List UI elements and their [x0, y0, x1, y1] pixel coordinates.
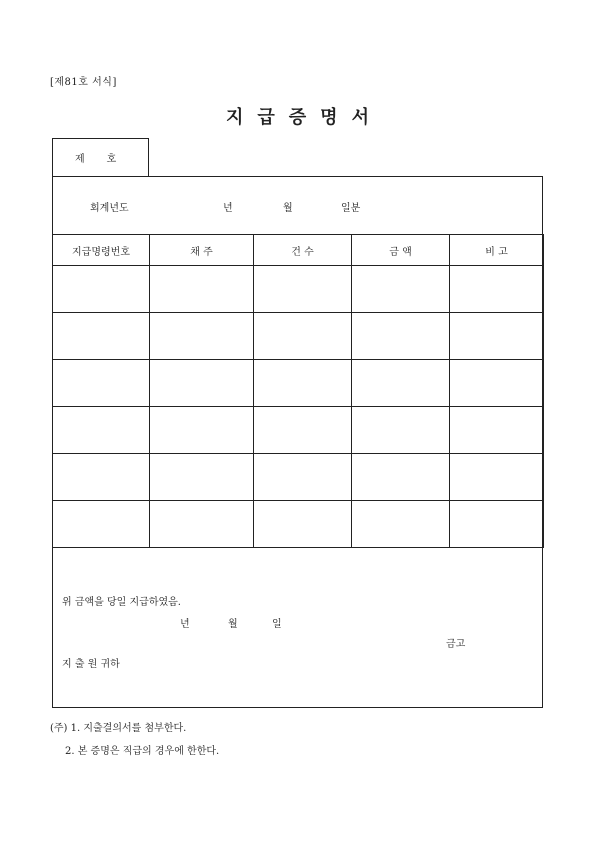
form-number: [제81호 서식]	[50, 77, 117, 88]
payment-table	[52, 234, 544, 548]
document-title: 지급증명서	[226, 107, 383, 128]
table-cell[interactable]	[450, 501, 544, 548]
table-cell[interactable]	[352, 407, 450, 454]
note-2: 2. 본 증명은 직급의 경우에 한한다.	[65, 746, 220, 757]
addressee: 지 출 원 귀하	[62, 659, 120, 670]
table-cell[interactable]	[53, 454, 150, 501]
table-cell[interactable]	[150, 454, 254, 501]
bank-label: 금고	[446, 639, 466, 650]
header-remarks: 비 고	[450, 235, 544, 266]
document-number-box	[52, 138, 149, 176]
certification-section	[53, 545, 542, 708]
table-cell[interactable]	[450, 266, 544, 313]
table-cell[interactable]	[53, 360, 150, 407]
table-cell[interactable]	[254, 360, 352, 407]
table-cell[interactable]	[150, 501, 254, 548]
header-count: 건 수	[254, 235, 352, 266]
table-cell[interactable]	[450, 454, 544, 501]
table-cell[interactable]	[254, 454, 352, 501]
table-cell[interactable]	[53, 313, 150, 360]
table-cell[interactable]	[53, 407, 150, 454]
table-row	[53, 266, 544, 313]
table-row	[53, 407, 544, 454]
table-cell[interactable]	[150, 360, 254, 407]
table-cell[interactable]	[254, 407, 352, 454]
table-cell[interactable]	[450, 313, 544, 360]
form-body	[52, 176, 543, 708]
table-header-row	[53, 235, 544, 266]
note-1: (주) 1. 지출결의서를 첨부한다.	[50, 723, 187, 734]
table-cell[interactable]	[254, 501, 352, 548]
table-cell[interactable]	[450, 407, 544, 454]
table-row	[53, 313, 544, 360]
table-cell[interactable]	[352, 266, 450, 313]
certification-statement: 위 금액을 당일 지급하였음.	[62, 597, 181, 608]
table-cell[interactable]	[53, 266, 150, 313]
certification-date-day: 일	[272, 619, 282, 630]
table-cell[interactable]	[352, 501, 450, 548]
table-cell[interactable]	[150, 266, 254, 313]
table-row	[53, 360, 544, 407]
table-cell[interactable]	[254, 313, 352, 360]
table-row	[53, 501, 544, 548]
header-creditor: 채 주	[150, 235, 254, 266]
table-cell[interactable]	[450, 360, 544, 407]
fiscal-year-label: 회계년도	[90, 203, 129, 214]
certification-date-month: 월	[228, 619, 238, 630]
table-cell[interactable]	[352, 313, 450, 360]
table-cell[interactable]	[150, 407, 254, 454]
fiscal-year-month: 월	[283, 203, 293, 214]
document-number-label: 제호	[75, 154, 139, 165]
table-cell[interactable]	[254, 266, 352, 313]
table-cell[interactable]	[53, 501, 150, 548]
table-cell[interactable]	[352, 360, 450, 407]
certification-date-year: 년	[180, 619, 190, 630]
table-cell[interactable]	[150, 313, 254, 360]
fiscal-year-day: 일분	[341, 203, 361, 214]
table-cell[interactable]	[352, 454, 450, 501]
header-order-number: 지급명령번호	[53, 235, 150, 266]
header-amount: 금 액	[352, 235, 450, 266]
table-row	[53, 454, 544, 501]
fiscal-year-year: 년	[223, 203, 233, 214]
